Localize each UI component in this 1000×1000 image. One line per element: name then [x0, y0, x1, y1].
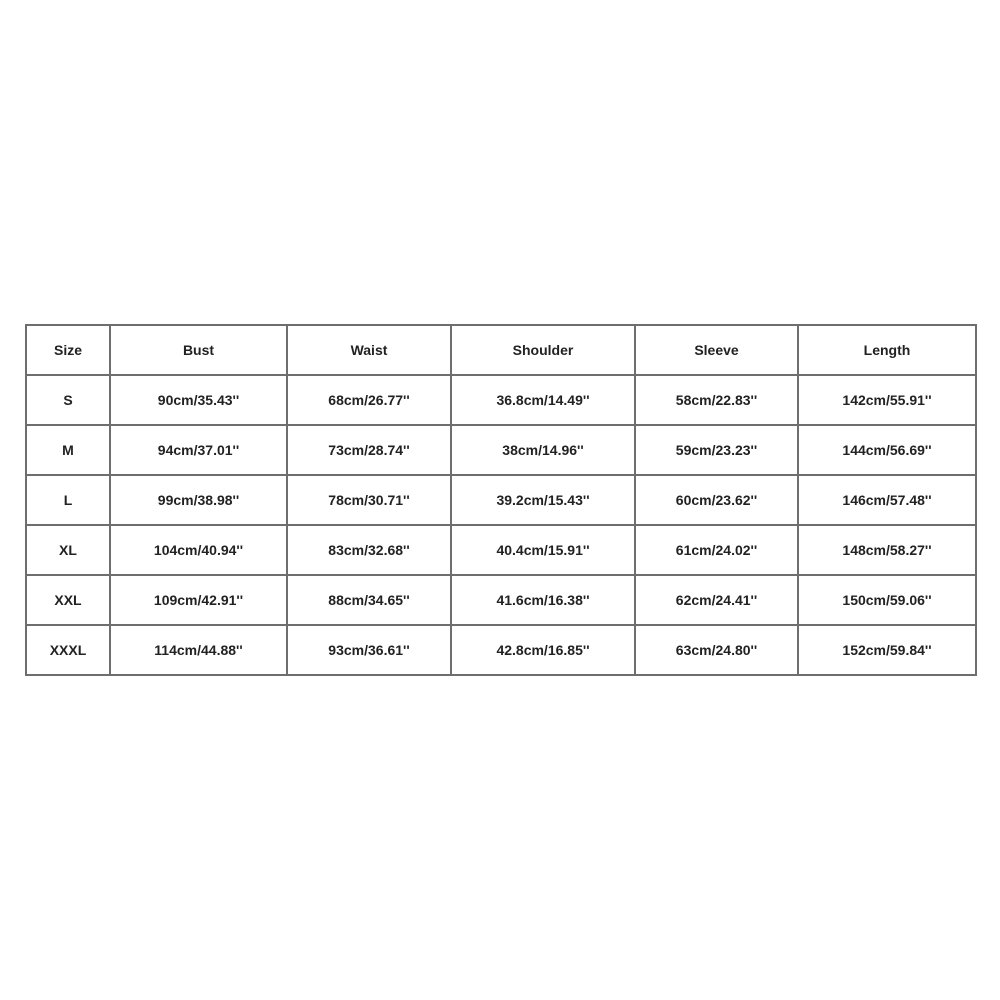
cell-shoulder: 39.2cm/15.43'': [451, 475, 635, 525]
cell-waist: 68cm/26.77'': [287, 375, 451, 425]
cell-size: XL: [26, 525, 110, 575]
size-chart-table: [25, 324, 977, 676]
cell-shoulder: 42.8cm/16.85'': [451, 625, 635, 675]
cell-size: XXL: [26, 575, 110, 625]
cell-waist: 88cm/34.65'': [287, 575, 451, 625]
header-size: Size: [26, 325, 110, 375]
table-row: [26, 375, 976, 425]
cell-size: S: [26, 375, 110, 425]
table-row: [26, 625, 976, 675]
cell-waist: 73cm/28.74'': [287, 425, 451, 475]
table-row: [26, 575, 976, 625]
cell-size: M: [26, 425, 110, 475]
cell-waist: 93cm/36.61'': [287, 625, 451, 675]
header-waist: Waist: [287, 325, 451, 375]
cell-length: 146cm/57.48'': [798, 475, 976, 525]
header-row: [26, 325, 976, 375]
table-row: [26, 525, 976, 575]
cell-bust: 90cm/35.43'': [110, 375, 287, 425]
table-row: [26, 425, 976, 475]
table-row: [26, 475, 976, 525]
cell-bust: 99cm/38.98'': [110, 475, 287, 525]
cell-shoulder: 40.4cm/15.91'': [451, 525, 635, 575]
cell-waist: 83cm/32.68'': [287, 525, 451, 575]
header-bust: Bust: [110, 325, 287, 375]
cell-sleeve: 59cm/23.23'': [635, 425, 798, 475]
cell-sleeve: 62cm/24.41'': [635, 575, 798, 625]
cell-shoulder: 38cm/14.96'': [451, 425, 635, 475]
cell-bust: 104cm/40.94'': [110, 525, 287, 575]
cell-bust: 94cm/37.01'': [110, 425, 287, 475]
cell-waist: 78cm/30.71'': [287, 475, 451, 525]
cell-size: XXXL: [26, 625, 110, 675]
cell-shoulder: 41.6cm/16.38'': [451, 575, 635, 625]
cell-sleeve: 61cm/24.02'': [635, 525, 798, 575]
header-sleeve: Sleeve: [635, 325, 798, 375]
cell-sleeve: 58cm/22.83'': [635, 375, 798, 425]
header-shoulder: Shoulder: [451, 325, 635, 375]
cell-length: 144cm/56.69'': [798, 425, 976, 475]
cell-sleeve: 60cm/23.62'': [635, 475, 798, 525]
cell-shoulder: 36.8cm/14.49'': [451, 375, 635, 425]
cell-length: 150cm/59.06'': [798, 575, 976, 625]
cell-length: 148cm/58.27'': [798, 525, 976, 575]
cell-length: 142cm/55.91'': [798, 375, 976, 425]
cell-sleeve: 63cm/24.80'': [635, 625, 798, 675]
cell-length: 152cm/59.84'': [798, 625, 976, 675]
cell-bust: 109cm/42.91'': [110, 575, 287, 625]
header-length: Length: [798, 325, 976, 375]
cell-bust: 114cm/44.88'': [110, 625, 287, 675]
cell-size: L: [26, 475, 110, 525]
